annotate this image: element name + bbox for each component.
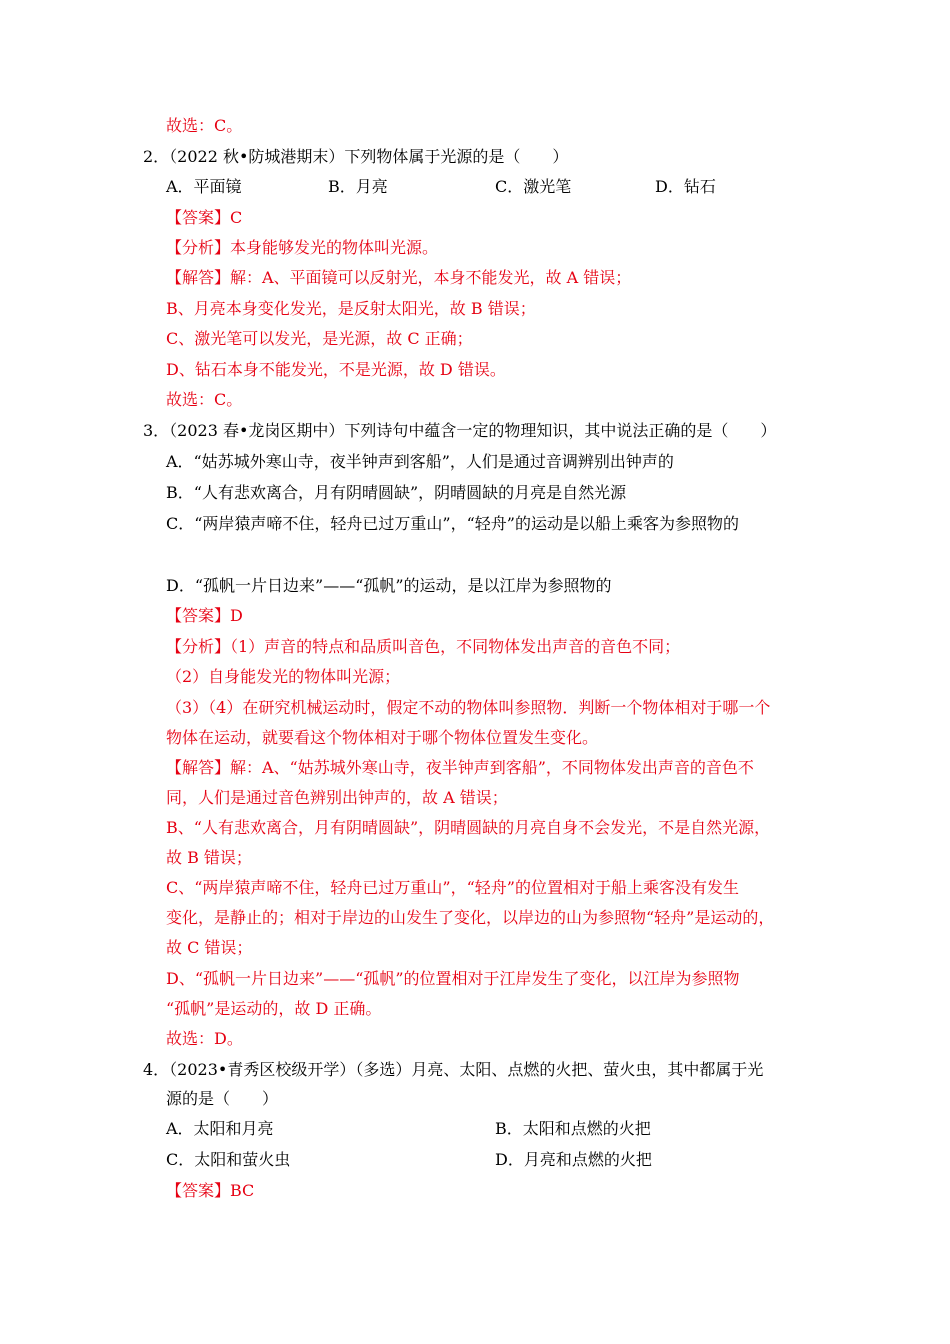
q3-answer: 【答案】D xyxy=(166,606,243,625)
q3-solution-b: B、“人有悲欢离合，月有阴晴圆缺”，阴晴圆缺的月亮自身不会发光，不是自然光源， xyxy=(166,818,771,837)
q2-option-c: C．激光笔 xyxy=(495,177,572,196)
q4-answer: 【答案】BC xyxy=(166,1181,255,1200)
q3-solution-b-cont: 故 B 错误； xyxy=(166,848,252,867)
q2-option-d: D．钻石 xyxy=(655,177,716,196)
q4-option-a: A．太阳和月亮 xyxy=(166,1119,274,1138)
q3-solution-c-cont: 变化，是静止的；相对于岸边的山发生了变化，以岸边的山为参照物“轻舟”是运动的， xyxy=(166,908,775,927)
q3-option-b: B．“人有悲欢离合，月有阴晴圆缺”，阴晴圆缺的月亮是自然光源 xyxy=(166,483,627,502)
q2-option-a: A．平面镜 xyxy=(166,177,242,196)
q2-solution-c: C、激光笔可以发光，是光源，故 C 正确； xyxy=(166,329,473,348)
q2-stem: 2．（2022 秋•防城港期末）下列物体属于光源的是（ ） xyxy=(143,147,569,166)
q4-option-b: B．太阳和点燃的火把 xyxy=(495,1119,651,1138)
q3-analysis-3: （3）（4）在研究机械运动时，假定不动的物体叫参照物．判断一个物体相对于哪一个 xyxy=(166,698,771,717)
q3-option-c: C．“两岸猿声啼不住，轻舟已过万重山”，“轻舟”的运动是以船上乘客为参照物的 xyxy=(166,514,739,533)
q3-stem: 3．（2023 春•龙岗区期中）下列诗句中蕴含一定的物理知识，其中说法正确的是（ ） xyxy=(143,421,777,440)
q3-solution-c-end: 故 C 错误； xyxy=(166,938,253,957)
q2-conclusion: 故选：C。 xyxy=(166,390,243,409)
q2-answer: 【答案】C xyxy=(166,208,243,227)
q4-option-d: D．月亮和点燃的火把 xyxy=(495,1150,652,1169)
q3-solution-d: D、“孤帆一片日边来”——“孤帆”的位置相对于江岸发生了变化，以江岸为参照物 xyxy=(166,969,740,988)
q3-analysis-1: 【分析】（1）声音的特点和品质叫音色，不同物体发出声音的音色不同； xyxy=(166,637,681,656)
q2-solution: 【解答】解：A、平面镜可以反射光，本身不能发光，故 A 错误； xyxy=(166,268,632,287)
q2-analysis: 【分析】本身能够发光的物体叫光源。 xyxy=(166,238,439,257)
q3-analysis-3-cont: 物体在运动，就要看这个物体相对于哪个物体位置发生变化。 xyxy=(166,728,599,747)
q3-solution-a-cont: 同，人们是通过音色辨别出钟声的，故 A 错误； xyxy=(166,788,508,807)
q4-stem: 4．（2023•青秀区校级开学）（多选）月亮、太阳、点燃的火把、萤火虫，其中都属于光 xyxy=(143,1060,764,1079)
q2-solution-b: B、月亮本身变化发光，是反射太阳光，故 B 错误； xyxy=(166,299,536,318)
q3-option-a: A．“姑苏城外寒山寺，夜半钟声到客船”，人们是通过音调辨别出钟声的 xyxy=(166,452,674,471)
q1-conclusion: 故选：C。 xyxy=(166,116,243,135)
q4-stem-cont: 源的是（ ） xyxy=(166,1089,279,1108)
q3-solution-a: 【解答】解：A、“姑苏城外寒山寺，夜半钟声到客船”，不同物体发出声音的音色不 xyxy=(166,758,754,777)
q3-analysis-2: （2）自身能发光的物体叫光源； xyxy=(166,667,401,686)
q4-option-c: C．太阳和萤火虫 xyxy=(166,1150,291,1169)
q3-option-d: D．“孤帆一片日边来”——“孤帆”的运动，是以江岸为参照物的 xyxy=(166,576,612,595)
q3-conclusion: 故选：D。 xyxy=(166,1029,243,1048)
q2-option-b: B．月亮 xyxy=(328,177,388,196)
q3-solution-c: C、“两岸猿声啼不住，轻舟已过万重山”，“轻舟”的位置相对于船上乘客没有发生 xyxy=(166,878,739,897)
q3-solution-d-cont: “孤帆”是运动的，故 D 正确。 xyxy=(166,999,382,1018)
q2-solution-d: D、钻石本身不能发光，不是光源，故 D 错误。 xyxy=(166,360,506,379)
